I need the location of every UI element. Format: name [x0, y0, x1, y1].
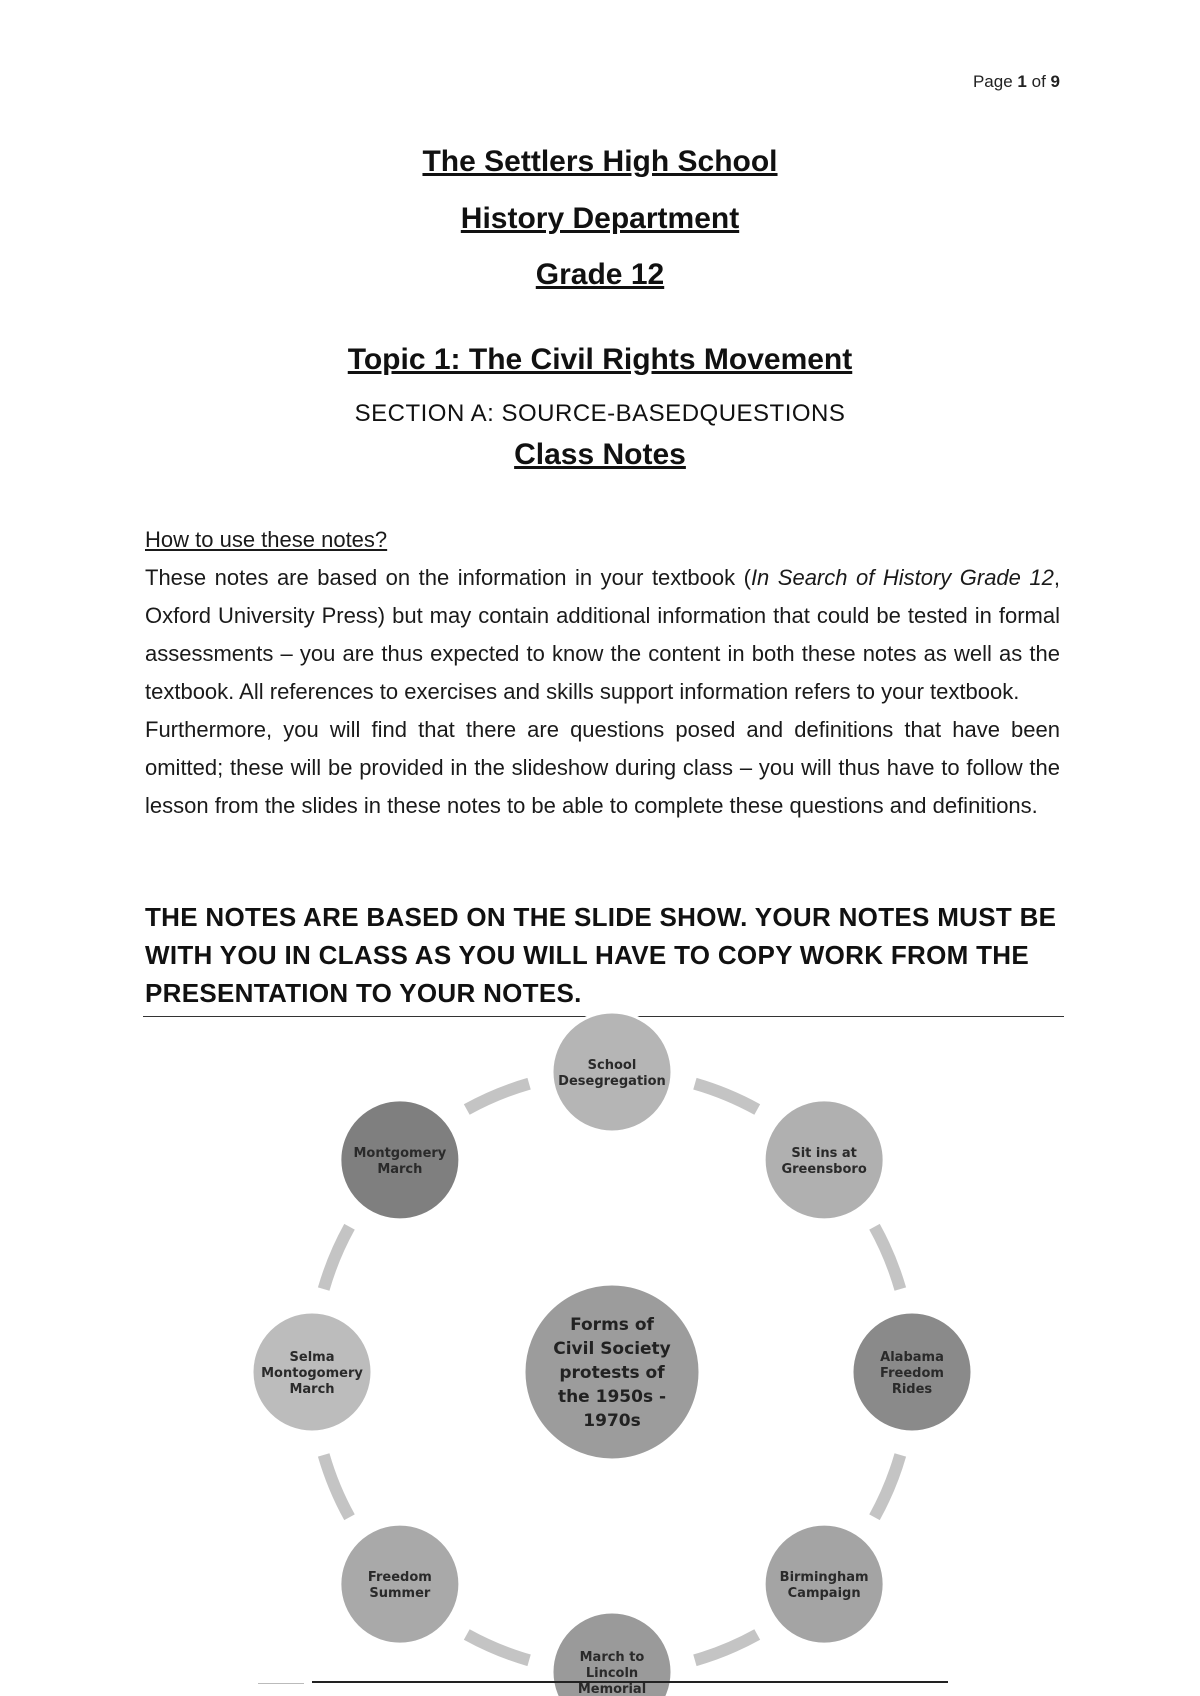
textbook-title: In Search of History Grade 12: [750, 565, 1054, 590]
connector-arc: [695, 1634, 757, 1660]
intro-paragraph-1: These notes are based on the information in your textbook (In Search of History Grade 12, Oxford University Press) but may contain additional information that could be tested in formal assessments – you are thus expected to know the content in both these notes as well as the textbook. All references to exercises and skills support information refers to your textbook.: [145, 565, 1060, 704]
topic-title: Topic 1: The Civil Rights Movement: [347, 343, 853, 376]
connector-arc: [324, 1455, 350, 1517]
intro-heading: How to use these notes?: [145, 527, 388, 552]
cycle-node: [552, 1012, 672, 1132]
connector-arc: [695, 1084, 757, 1110]
cycle-node-label: Birmingham: [779, 1570, 869, 1586]
center-label-line: Civil Society: [553, 1339, 671, 1359]
cycle-node-label: Freedom: [367, 1570, 432, 1586]
cycle-node: [552, 1612, 672, 1696]
cycle-node: [340, 1100, 460, 1220]
cycle-node-label: Sit ins at: [791, 1145, 857, 1161]
footer-rule: [312, 1681, 948, 1683]
cycle-node-label: March: [377, 1161, 423, 1177]
cycle-node-label: Montgomery: [353, 1145, 447, 1161]
cycle-node-label: Selma: [289, 1350, 335, 1365]
grade-title: Grade 12: [535, 258, 665, 291]
notes-title: Class Notes: [514, 438, 686, 471]
center-label-line: Forms of: [570, 1315, 654, 1335]
cycle-node-label: Rides: [891, 1382, 933, 1397]
cycle-node-label: Greensboro: [781, 1161, 867, 1177]
page-number: Page 1 of 9: [972, 72, 1060, 91]
cycle-node: [764, 1100, 884, 1220]
cycle-node-label: Montogomery: [261, 1366, 363, 1381]
intro-paragraph-2: Furthermore, you will find that there are questions posed and definitions that have been omitted; these will be provided in the slideshow during class – you will thus have to follow the lesson from the slides in these notes to be able to complete these questions and definitions.: [145, 717, 1060, 818]
cycle-node-label: Memorial: [577, 1682, 647, 1696]
connector-arc: [324, 1227, 350, 1289]
cycle-node-label: School: [587, 1058, 637, 1073]
cycle-node: [340, 1524, 460, 1644]
cycle-node-label: Lincoln: [585, 1666, 639, 1681]
connector-arc: [874, 1227, 900, 1289]
center-label-line: the 1950s -: [557, 1387, 667, 1407]
connector-arc: [874, 1455, 900, 1517]
department-title: History Department: [460, 202, 740, 235]
center-label-line: 1970s: [583, 1411, 641, 1431]
footer-mark: [258, 1683, 304, 1684]
center-label-line: protests of: [559, 1363, 665, 1383]
school-title: The Settlers High School: [422, 145, 778, 178]
section-title: SECTION A: SOURCE-BASEDQUESTIONS: [354, 400, 846, 427]
cycle-node-label: Summer: [369, 1586, 431, 1602]
connector-arc: [467, 1634, 529, 1660]
cycle-node-label: Desegregation: [558, 1074, 666, 1089]
cycle-node: [852, 1312, 972, 1432]
cycle-node-label: March: [289, 1382, 335, 1397]
slideshow-notice: THE NOTES ARE BASED ON THE SLIDE SHOW. YOUR NOTES MUST BE WITH YOU IN CLASS AS YOU WILL HAVE TO COPY WORK FROM THE PRESENTATION TO YOUR NOTES.: [145, 902, 1057, 1008]
cycle-node-label: Freedom: [880, 1366, 944, 1381]
center-hub: [524, 1284, 700, 1460]
cycle-node-label: March to: [579, 1650, 645, 1665]
cycle-node: [764, 1524, 884, 1644]
cycle-node-label: Campaign: [787, 1586, 861, 1602]
connector-arc: [467, 1084, 529, 1110]
cycle-node-label: Alabama: [880, 1350, 944, 1365]
cycle-node: [252, 1312, 372, 1432]
